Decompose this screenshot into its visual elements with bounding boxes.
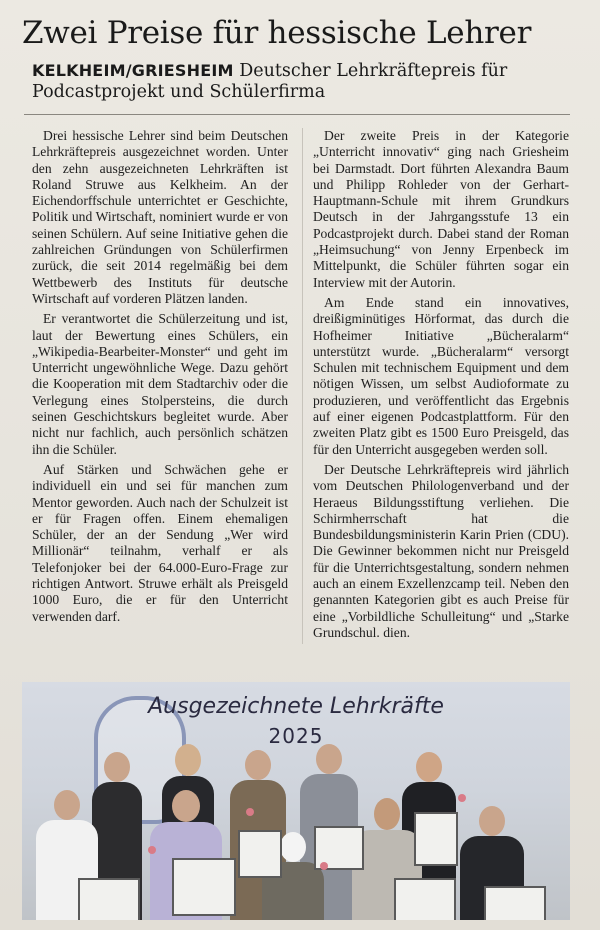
photo-banner-year: 2025 (268, 724, 324, 748)
article-column-right (313, 128, 569, 641)
award-certificate (414, 812, 458, 866)
award-certificate (172, 858, 236, 916)
paragraph: Er verantwortet die Schülerzeitung und ist, laut der Bewertung eines Schülers, ein „Wikipedia-Bearbeiter-Monster“ und geht im Unterricht ungewöhnliche Wege. Dazu gehört die Kooperation mit dem Stadtarchiv oder die Verlegung eines Stolpersteins, die durch seinen Geschichtskurs begleitet wurde. Aber nicht nur fachlich, auch persönlich schätzen ihn die Schüler. (32, 311, 288, 457)
rose-icon (148, 846, 156, 854)
award-certificate (238, 830, 282, 878)
dateline-kicker: KELKHEIM/GRIESHEIM (32, 61, 234, 80)
subhead-text: Deutscher Lehrkräftepreis für Podcastprojekt und Schülerfirma (32, 61, 508, 102)
paragraph: Der zweite Preis in der Kategorie „Unterricht innovativ“ ging nach Griesheim bei Darmstadt. Dort führten Alexandra Baum und Philipp Rohleder von der Gerhart-Hauptmann-Schule mit ihrem Grundkurs Deutsch in der Jahrgangsstufe 13 ein Podcastprojekt durch. Dabei stand der Roman „Heimsuchung“ von Jenny Erpenbeck im Mittelpunkt, die Schüler führten sogar ein Interview mit der Autorin. (313, 128, 569, 290)
award-certificate (78, 878, 140, 920)
rose-icon (246, 808, 254, 816)
award-certificate (484, 886, 546, 920)
photo-banner-title: Ausgezeichnete Lehrkräfte (148, 694, 444, 719)
paragraph: Der Deutsche Lehrkräftepreis wird jährlich vom Deutschen Philologenverband und der Heraeus Bildungsstiftung verliehen. Die Schirmherrschaft hat die Bundesbildungsministerin Karin Prien (CDU). Die Gewinner bekommen nicht nur Preisgeld für die Unterrichtsgestaltung, sondern nehmen auch an einem Exzellenzcamp teil. Neben den genannten Kategorien gibt es auch Preise für eine „Vorbildliche Schulleitung“ und „Starke Grundschul. dien. (313, 461, 569, 640)
rose-icon (458, 794, 466, 802)
paragraph: Am Ende stand ein innovatives, dreißigminütiges Hörformat, das durch die Hofheimer Initiative „Bücheralarm“ unterstützt wurde. „Bücheralarm“ versorgt Schulen mit technischem Equipment und dem nötigen Wissen, um selbst Audioformate zu produzieren, und veröffentlicht das Ergebnis auf einer eigenen Podcastplattform. Für den zweiten Platz gibt es 1500 Euro Preisgeld, das für den Unterricht ausgegeben werden soll. (313, 294, 569, 457)
award-photo (22, 682, 570, 920)
article-column-left (32, 128, 288, 625)
rose-icon (320, 862, 328, 870)
article-subhead (32, 60, 552, 103)
article-headline: Zwei Preise für hessische Lehrer (22, 15, 532, 51)
award-certificate (394, 878, 456, 920)
paragraph: Drei hessische Lehrer sind beim Deutschen Lehrkräftepreis ausgezeichnet worden. Unter den zehn ausgezeichneten Lehrkräften ist Roland Struwe aus Kelkheim. An der Eichendorffschule unterrichtet er Geschichte, Politik und Wirtschaft, nominiert wurde er von seinen Schülern. Auf seine Initiative gehen die zahlreichen Gründungen von Schülerfirmen zurück, die seit 2014 regelmäßig bei dem Wettbewerb des Instituts für deutsche Wirtschaft auf vorderen Plätzen landen. (32, 128, 288, 306)
paragraph: Auf Stärken und Schwächen gehe er individuell ein und sei für manchen zum Mentor geworden. Auch nach der Schulzeit ist er für Fragen offen. Einem ehemaligen Schüler, der an der Sendung „Wer wird Millionär“ teilnahm, verhalf er als Telefonjoker bei der 64.000-Euro-Frage zur richtigen Antwort. Struwe erhält als Preisgeld 1000 Euro, die er für den Unterricht verwenden darf. (32, 461, 288, 624)
column-divider (302, 128, 303, 644)
divider (24, 114, 570, 115)
